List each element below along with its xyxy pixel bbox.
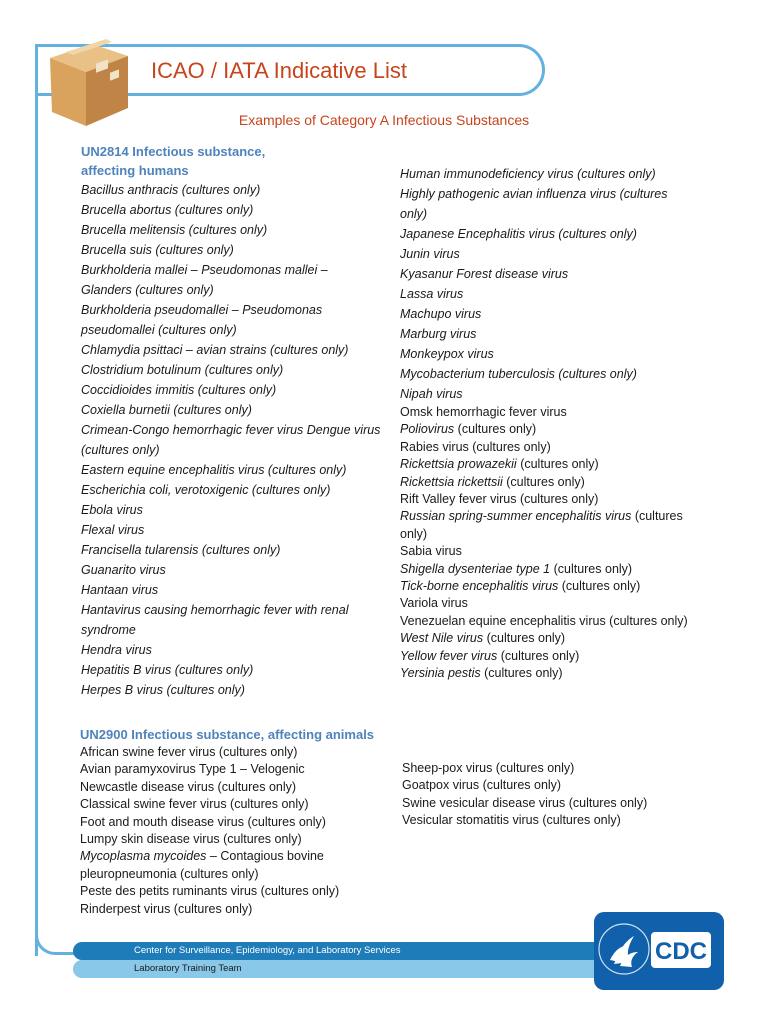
list-item: Eastern equine encephalitis virus (cultures only) xyxy=(81,463,347,477)
organism-name: Avian paramyxovirus Type 1 – Velogenic xyxy=(80,762,305,777)
organism-name: pleuropneumonia (cultures only) xyxy=(80,866,259,881)
list-item: Burkholderia pseudomallei – Pseudomonas xyxy=(81,303,323,317)
list-item xyxy=(400,578,700,595)
list-item: Coccidioides immitis (cultures only) xyxy=(81,383,277,397)
list-item: Hendra virus xyxy=(81,643,152,657)
list-item: Monkeypox virus xyxy=(400,347,494,361)
list-item: Mycobacterium tuberculosis (cultures only) xyxy=(400,367,637,381)
organism-name: Yersinia pestis xyxy=(400,666,481,681)
frame-line-left xyxy=(35,44,38,956)
organism-name: Lumpy skin disease virus (cultures only) xyxy=(80,832,302,847)
organism-name: Newcastle disease virus (cultures only) xyxy=(80,779,297,794)
cdc-logo xyxy=(594,912,724,990)
humans-right-mixed-list xyxy=(400,404,700,683)
list-item: Burkholderia mallei – Pseudomonas mallei – xyxy=(81,263,328,277)
list-item: Goatpox virus (cultures only) xyxy=(402,778,562,793)
list-item xyxy=(400,630,700,647)
humans-heading-line1: UN2814 Infectious substance, xyxy=(81,144,266,159)
hhs-eagle-icon xyxy=(594,912,724,990)
list-item: syndrome xyxy=(81,623,136,637)
organism-note: (cultures only) xyxy=(480,666,563,681)
list-item: Glanders (cultures only) xyxy=(81,283,214,297)
organism-name: Tick-borne encephalitis virus xyxy=(400,579,559,594)
list-item xyxy=(400,456,700,473)
list-item xyxy=(400,648,700,665)
list-item xyxy=(80,779,400,796)
list-item: Brucella abortus (cultures only) xyxy=(81,203,254,217)
organism-name: Rinderpest virus (cultures only) xyxy=(80,901,253,916)
organism-name: Classical swine fever virus (cultures only) xyxy=(80,797,309,812)
animals-heading: UN2900 Infectious substance, affecting animals xyxy=(80,727,375,742)
page-title: ICAO / IATA Indicative List xyxy=(151,58,407,83)
humans-left-column xyxy=(81,142,381,700)
footer-center-name: Center for Surveillance, Epidemiology, and Laboratory Services xyxy=(134,945,401,956)
organism-name: African swine fever virus (cultures only) xyxy=(80,745,298,759)
organism-name: Rift Valley fever virus (cultures only) xyxy=(400,492,599,507)
organism-name: Rabies virus (cultures only) xyxy=(400,439,551,454)
list-item: Coxiella burnetii (cultures only) xyxy=(81,403,252,417)
list-item: Guanarito virus xyxy=(81,563,166,577)
organism-note: (cultures only) xyxy=(516,457,599,472)
humans-left-list xyxy=(81,180,381,700)
organism-name: Russian spring-summer encephalitis virus xyxy=(400,509,632,524)
list-item: Bacillus anthracis (cultures only) xyxy=(81,183,261,197)
list-item xyxy=(80,744,400,761)
list-item: Crimean-Congo hemorrhagic fever virus Dengue virus xyxy=(81,423,381,437)
list-item xyxy=(400,665,700,682)
list-item: pseudomallei (cultures only) xyxy=(81,323,237,337)
list-item xyxy=(400,421,700,438)
list-item xyxy=(400,491,700,508)
list-item: Ebola virus xyxy=(81,503,143,517)
list-item: Hantaan virus xyxy=(81,583,159,597)
organism-note: (cultures only) xyxy=(502,474,585,489)
organism-name: Foot and mouth disease virus (cultures only) xyxy=(80,814,326,829)
page-subtitle: Examples of Category A Infectious Substances xyxy=(238,112,530,128)
list-item: Flexal virus xyxy=(81,523,145,537)
list-item xyxy=(80,883,400,900)
organism-note: (cultures only) xyxy=(550,561,633,576)
list-item: Lassa virus xyxy=(400,287,464,301)
organism-note: (cultures only) xyxy=(558,579,641,594)
organism-name: Variola virus xyxy=(400,596,468,611)
organism-name: Peste des petits ruminants virus (cultures only) xyxy=(80,884,340,899)
list-item: Herpes B virus (cultures only) xyxy=(81,683,245,697)
list-item xyxy=(400,474,700,491)
list-item xyxy=(400,404,700,421)
footer-team-name: Laboratory Training Team xyxy=(134,963,242,974)
list-item: (cultures only) xyxy=(81,443,160,457)
organism-name: Sabia virus xyxy=(400,544,462,559)
list-item xyxy=(400,613,700,630)
organism-note: (cultures xyxy=(631,509,683,524)
list-item xyxy=(80,796,400,813)
list-item: Brucella melitensis (cultures only) xyxy=(81,223,268,237)
list-item xyxy=(400,595,700,612)
organism-name: Rickettsia rickettsii xyxy=(400,474,503,489)
list-item xyxy=(400,561,700,578)
organism-name: only) xyxy=(400,526,428,541)
animals-left-list xyxy=(80,744,400,918)
list-item: Machupo virus xyxy=(400,307,482,321)
organism-name: Mycoplasma mycoides xyxy=(80,849,207,864)
list-item: Sheep-pox virus (cultures only) xyxy=(402,761,575,775)
list-item xyxy=(80,831,400,848)
frame-corner xyxy=(35,925,75,955)
list-item xyxy=(80,848,400,865)
organism-note: (cultures only) xyxy=(483,631,566,646)
list-item xyxy=(80,901,400,918)
list-item: Junin virus xyxy=(400,247,460,261)
organism-name: Yellow fever virus xyxy=(400,648,498,663)
organism-note: (cultures only) xyxy=(454,422,537,437)
list-item: Vesicular stomatitis virus (cultures only) xyxy=(402,813,621,828)
cdc-logo-text: CDC xyxy=(655,938,707,965)
list-item xyxy=(400,439,700,456)
list-item: Hantavirus causing hemorrhagic fever with renal xyxy=(81,603,349,617)
list-item: Swine vesicular disease virus (cultures only) xyxy=(402,795,648,810)
list-item: Marburg virus xyxy=(400,327,477,341)
list-item xyxy=(80,761,400,778)
list-item: Chlamydia psittaci – avian strains (cultures only) xyxy=(81,343,349,357)
list-item: Escherichia coli, verotoxigenic (cultures only) xyxy=(81,483,331,497)
organism-name: Venezuelan equine encephalitis virus (cultures only) xyxy=(400,613,688,628)
list-item: Brucella suis (cultures only) xyxy=(81,243,234,257)
animals-right-list xyxy=(402,760,702,830)
list-item: Clostridium botulinum (cultures only) xyxy=(81,363,284,377)
list-item: Nipah virus xyxy=(400,387,463,401)
organism-name: Rickettsia prowazekii xyxy=(400,457,517,472)
list-item: Japanese Encephalitis virus (cultures only) xyxy=(400,227,637,241)
humans-right-column xyxy=(400,164,700,404)
list-item: Hepatitis B virus (cultures only) xyxy=(81,663,254,677)
list-item xyxy=(400,508,700,525)
list-item: only) xyxy=(400,207,428,221)
list-item xyxy=(400,526,700,543)
list-item xyxy=(80,866,400,883)
animals-right-column xyxy=(402,760,702,830)
organism-name: Poliovirus xyxy=(400,422,455,437)
humans-heading-line2: affecting humans xyxy=(81,163,189,178)
organism-note: – Contagious bovine xyxy=(206,849,324,864)
list-item: Human immunodeficiency virus (cultures only) xyxy=(400,167,656,181)
humans-right-mixed-column xyxy=(400,404,700,683)
humans-right-italic-list xyxy=(400,164,700,404)
list-item xyxy=(80,814,400,831)
list-item xyxy=(400,543,700,560)
list-item: Kyasanur Forest disease virus xyxy=(400,267,569,281)
organism-name: Shigella dysenteriae type 1 xyxy=(400,561,551,576)
organism-note: (cultures only) xyxy=(497,648,580,663)
organism-name: Omsk hemorrhagic fever virus xyxy=(400,405,567,419)
list-item: Highly pathogenic avian influenza virus (cultures xyxy=(400,187,668,201)
animals-left-column xyxy=(80,725,400,918)
list-item: Francisella tularensis (cultures only) xyxy=(81,543,281,557)
organism-name: West Nile virus xyxy=(400,631,484,646)
